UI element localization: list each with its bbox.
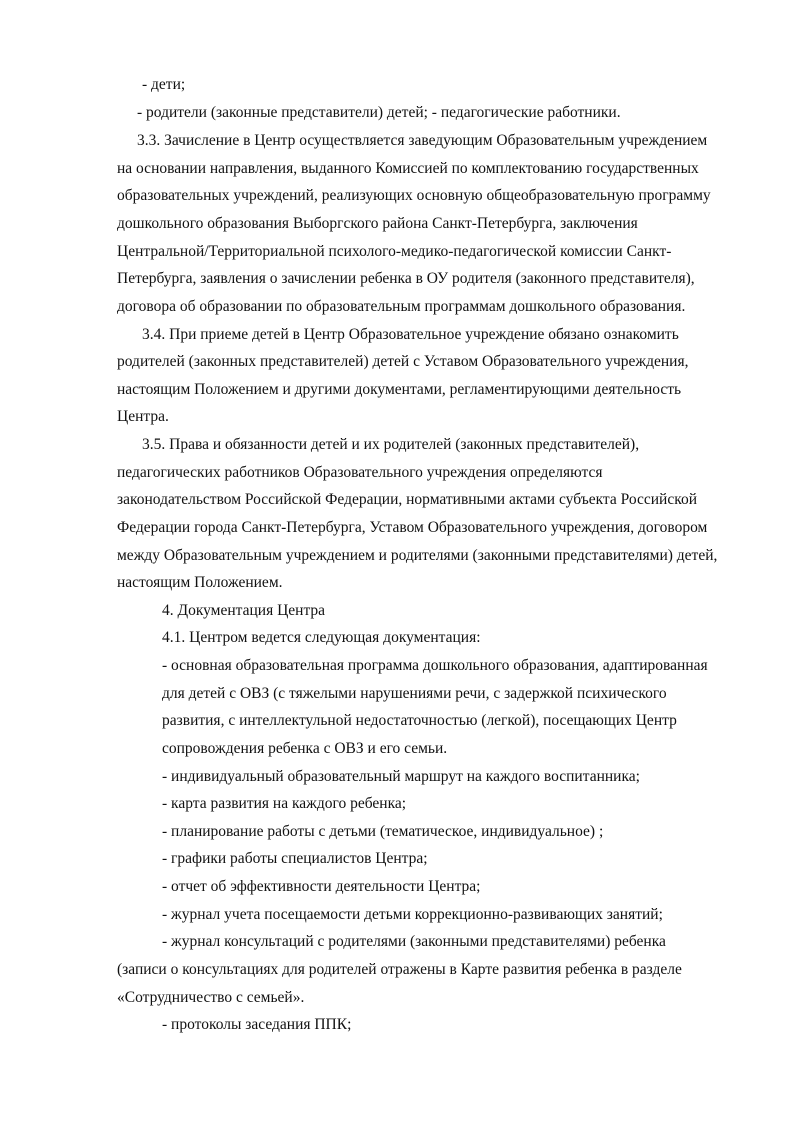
- text-line: - основная образовательная программа дошкольного образования, адаптированная: [162, 657, 708, 674]
- text-line: Центра.: [117, 408, 169, 425]
- text-line: для детей с ОВЗ (с тяжелыми нарушениями речи, с задержкой психического: [162, 685, 667, 702]
- text-line: дошкольного образования Выборгского района Санкт-Петербурга, заключения: [117, 215, 638, 232]
- text-line: образовательных учреждений, реализующих основную общеобразовательную программу: [117, 187, 711, 204]
- text-line: (записи о консультациях для родителей отражены в Карте развития ребенка в разделе: [117, 961, 682, 978]
- text-line: настоящим Положением и другими документами, регламентирующими деятельность: [117, 381, 682, 398]
- text-line: 3.3. Зачисление в Центр осуществляется заведующим Образовательным учреждением: [137, 132, 708, 149]
- text-line: - протоколы заседания ППК;: [162, 1016, 352, 1033]
- text-line: - графики работы специалистов Центра;: [162, 850, 428, 867]
- text-line: - родители (законные представители) детей; - педагогические работники.: [137, 104, 621, 121]
- text-line: - карта развития на каждого ребенка;: [162, 795, 407, 812]
- text-line: законодательством Российской Федерации, нормативными актами субъекта Российской: [117, 491, 698, 508]
- text-line: - журнал консультаций с родителями (законными представителями) ребенка: [162, 933, 666, 950]
- text-line: 3.4. При приеме детей в Центр Образовательное учреждение обязано ознакомить: [142, 326, 679, 343]
- text-line: на основании направления, выданного Комиссией по комплектованию государственных: [117, 160, 699, 177]
- text-line: между Образовательным учреждением и родителями (законными представителями) детей,: [117, 547, 718, 564]
- text-line: педагогических работников Образовательного учреждения определяются: [117, 464, 603, 481]
- text-line: Федерации города Санкт-Петербурга, Уставом Образовательного учреждения, договором: [117, 519, 708, 536]
- text-line: Центральной/Территориальной психолого-медико-педагогической комиссии Санкт-: [117, 243, 672, 260]
- text-line: родителей (законных представителей) детей с Уставом Образовательного учреждения,: [117, 353, 689, 370]
- text-line: договора об образовании по образовательным программам дошкольного образования.: [117, 298, 686, 315]
- text-line: - журнал учета посещаемости детьми коррекционно-развивающих занятий;: [162, 906, 663, 923]
- text-line: настоящим Положением.: [117, 574, 283, 591]
- text-line: - дети;: [142, 76, 186, 93]
- section-heading: 4. Документация Центра: [162, 602, 326, 619]
- text-line: Петербурга, заявления о зачислении ребенка в ОУ родителя (законного представителя),: [117, 270, 695, 287]
- text-line: 4.1. Центром ведется следующая документация:: [162, 629, 481, 646]
- text-line: - индивидуальный образовательный маршрут на каждого воспитанника;: [162, 768, 640, 785]
- text-line: - планирование работы с детьми (тематическое, индивидуальное) ;: [162, 823, 604, 840]
- text-line: 3.5. Права и обязанности детей и их родителей (законных представителей),: [142, 436, 640, 453]
- text-line: сопровождения ребенка с ОВЗ и его семьи.: [162, 740, 448, 757]
- text-line: развития, с интеллектульной недостаточностью (легкой), посещающих Центр: [162, 712, 677, 729]
- text-line: - отчет об эффективности деятельности Центра;: [162, 878, 481, 895]
- text-line: «Сотрудничество с семьей».: [117, 989, 305, 1006]
